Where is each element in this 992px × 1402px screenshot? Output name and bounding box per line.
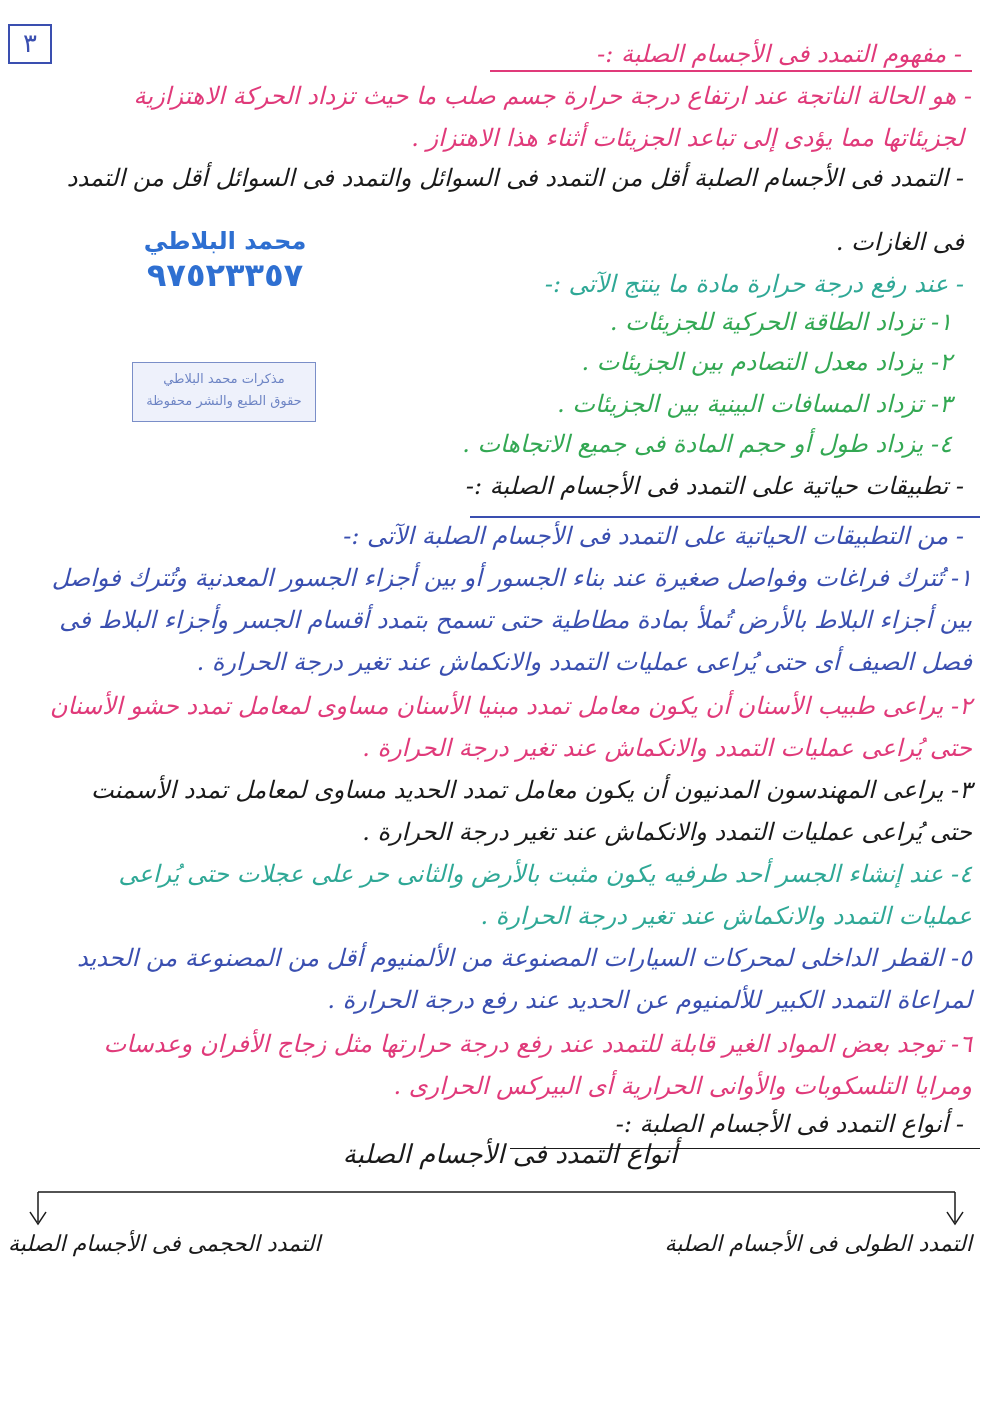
text-line: بين أجزاء البلاط بالأرض تُملأ بمادة مطاطية حتى تسمح بتمدد أقسام الجسر وأجزاء البلاط فى [59, 606, 972, 634]
stamp-line-2: حقوق الطبع والنشر محفوظة [146, 394, 302, 409]
text-line: فصل الصيف أى حتى يُراعى عمليات التمدد والانكماش عند تغير درجة الحرارة . [196, 648, 972, 676]
stamp-line-1: مذكرات محمد البلاطي [163, 372, 285, 387]
text-line: لمراعاة التمدد الكبير للألمنيوم عن الحديد عند رفع درجة الحرارة . [327, 986, 972, 1014]
text-line: - مفهوم التمدد فى الأجسام الصلبة :- [597, 40, 962, 68]
text-line: فى الغازات . [835, 228, 964, 256]
text-line: - أنواع التمدد فى الأجسام الصلبة :- [615, 1110, 964, 1138]
heading-underline [490, 70, 972, 72]
author-watermark [140, 226, 310, 294]
text-line: لجزيئاتها مما يؤدى إلى تباعد الجزيئات أثناء هذا الاهتزاز . [411, 124, 964, 152]
text-line: - تطبيقات حياتية على التمدد فى الأجسام الصلبة :- [465, 472, 964, 500]
text-line: - من التطبيقات الحياتية على التمدد فى الأجسام الصلبة الآتى :- [343, 522, 964, 550]
text-line: ٢- يزداد معدل التصادم بين الجزيئات . [581, 348, 952, 376]
page-number: ٣ [8, 24, 52, 64]
author-phone: ٩٧٥٢٣٣٥٧ [146, 256, 304, 294]
text-line: ٣- تزداد المسافات البينية بين الجزيئات . [557, 390, 952, 418]
author-name: محمد البلاطي [143, 227, 307, 255]
text-line: - هو الحالة الناتجة عند ارتفاع درجة حرارة جسم صلب ما حيث تزداد الحركة الاهتزازية [133, 82, 972, 110]
text-line: ٢- يراعى طبيب الأسنان أن يكون معامل تمدد مبنيا الأسنان مساوى لمعامل تمدد حشو الأسنان [49, 692, 972, 720]
text-line: حتى يُراعى عمليات التمدد والانكماش عند تغير درجة الحرارة . [362, 818, 972, 846]
text-line: ٣- يراعى المهندسون المدنيون أن يكون معامل تمدد الحديد مساوى لمعامل تمدد الأسمنت [90, 776, 972, 804]
copyright-stamp [132, 362, 316, 422]
text-line: ٥- القطر الداخلى لمحركات السيارات المصنوعة من الألمنيوم أقل من المصنوعة من الحديد [77, 944, 972, 972]
text-line: ٤- عند إنشاء الجسر أحد طرفيه يكون مثبت بالأرض والثانى حر على عجلات حتى يُراعى [118, 860, 972, 888]
text-line: ١- تُترك فراغات وفواصل صغيرة عند بناء الجسور أو بين أجزاء الجسور المعدنية وتُترك فواصل [51, 564, 972, 592]
tree-branch-volume: التمدد الحجمى فى الأجسام الصلبة [8, 1232, 321, 1257]
text-line: - عند رفع درجة حرارة مادة ما ينتج الآتى :- [544, 270, 964, 298]
text-line: ١- تزداد الطاقة الحركية للجزيئات . [609, 308, 952, 336]
tree-branch-linear: التمدد الطولى فى الأجسام الصلبة [664, 1232, 972, 1257]
text-line: حتى يُراعى عمليات التمدد والانكماش عند تغير درجة الحرارة . [362, 734, 972, 762]
text-line: عمليات التمدد والانكماش عند تغير درجة الحرارة . [480, 902, 972, 930]
text-line: ٦- توجد بعض المواد الغير قابلة للتمدد عند رفع درجة حرارتها مثل زجاج الأفران وعدسات [103, 1030, 972, 1058]
tree-title: أنواع التمدد فى الأجسام الصلبة [342, 1140, 678, 1170]
section-divider [470, 516, 980, 518]
text-line: - التمدد فى الأجسام الصلبة أقل من التمدد فى السوائل والتمدد فى السوائل أقل من التمدد [66, 164, 964, 192]
text-line: ومرايا التلسكوبات والأوانى الحرارية أى البيركس الحرارى . [393, 1072, 972, 1100]
text-line: ٤- يزداد طول أو حجم المادة فى جميع الاتجاهات . [462, 430, 952, 458]
